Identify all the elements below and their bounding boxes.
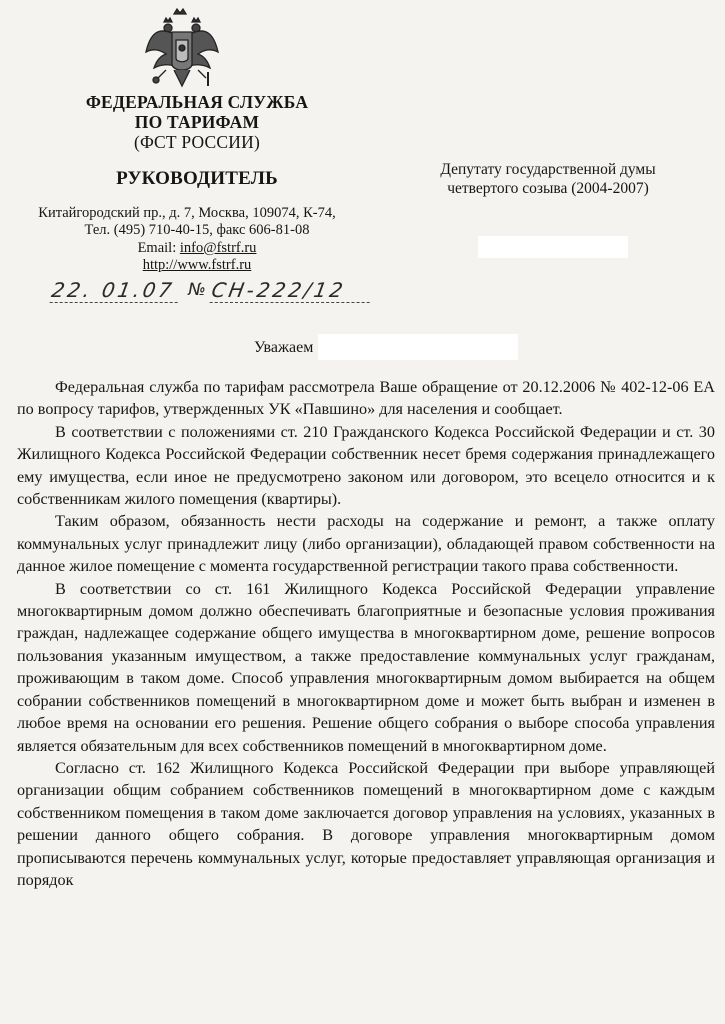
body-paragraph: В соответствии с положениями ст. 210 Гражданского Кодекса Российской Федерации и ст. 30 Жилищного Кодекса Российской Федерации собственник несет бремя содержания принадлежащего ему имущества, если иное не предусмотрено законом или договором, это всецело относится и к собственникам жилого помещения (квартиры). (17, 422, 715, 509)
org-name-line1: ФЕДЕРАЛЬНАЯ СЛУЖБА (85, 92, 309, 112)
redacted-salutation-name (318, 334, 518, 360)
redacted-recipient-name (478, 236, 628, 258)
recipient-line2: четвертого созыва (2004-2007) (447, 180, 649, 197)
website-line (12, 257, 382, 274)
sender-position: РУКОВОДИТЕЛЬ (116, 168, 278, 189)
letter-body (17, 376, 715, 891)
double-headed-eagle-emblem-icon (144, 6, 220, 90)
email-label: Email: (137, 240, 180, 256)
date-underline (50, 302, 178, 303)
number-underline (210, 302, 370, 303)
recipient-block (408, 160, 688, 198)
recipient-line1: Депутату государственной думы (440, 161, 656, 178)
body-paragraph: Таким образом, обязанность нести расходы на содержание и ремонт, а также оплату коммунальных услуг принадлежит лицу (либо организации), обладающей правом собственности на данное жилое помещение с момента государственной регистрации такого права собственности. (17, 512, 715, 576)
website-link[interactable]: http://www.fstrf.ru (142, 257, 252, 273)
org-abbreviation: (ФСТ РОССИИ) (133, 132, 261, 152)
handwritten-date: 22. 01.07 (49, 278, 177, 302)
email-line (12, 240, 382, 257)
handwritten-outgoing-number: СН-222/12 (209, 278, 348, 302)
body-paragraph: Согласно ст. 162 Жилищного Кодекса Российской Федерации при выборе управляющей организации общим собранием собственников помещений в многоквартирном доме с каждым собственником помещения в таком доме заключается договор управления на условиях, указанных в решении данного общего собрания. В договоре управления многоквартирным домом прописываются перечень коммунальных услуг, которые предоставляет управляющая организация и порядок (17, 758, 715, 889)
salutation: Уважаем (254, 339, 314, 356)
org-name-line2: ПО ТАРИФАМ (134, 112, 260, 132)
address-line: Китайгородский пр., д. 7, Москва, 109074, К-74, (38, 205, 336, 221)
number-sign: № (186, 280, 208, 300)
body-paragraph: Федеральная служба по тарифам рассмотрела Ваше обращение от 20.12.2006 № 402-12-06 ЕА по вопросу тарифов, утвержденных УК «Павшино» для населения и сообщает. (17, 378, 715, 419)
phone-fax-line: Тел. (495) 710-40-15, факс 606-81-08 (84, 222, 310, 238)
body-paragraph: В соответствии со ст. 161 Жилищного Кодекса Российской Федерации управление многоквартирным домом должно обеспечивать благоприятные и безопасные условия проживания граждан, надлежащее содержание общего имущества в многоквартирном доме, решение вопросов пользования указанным имуществом, а также предоставление коммунальных услуг гражданам, проживающим в таком доме. Способ управления многоквартирным домом выбирается на общем собрании собственников помещений в многоквартирном доме и может быть выбран и изменен в любое время на основании его решения. Решение общего собрания о выборе способа управления является обязательным для всех собственников помещений в многоквартирном доме. (17, 579, 715, 755)
email-link[interactable]: info@fstrf.ru (179, 240, 257, 256)
